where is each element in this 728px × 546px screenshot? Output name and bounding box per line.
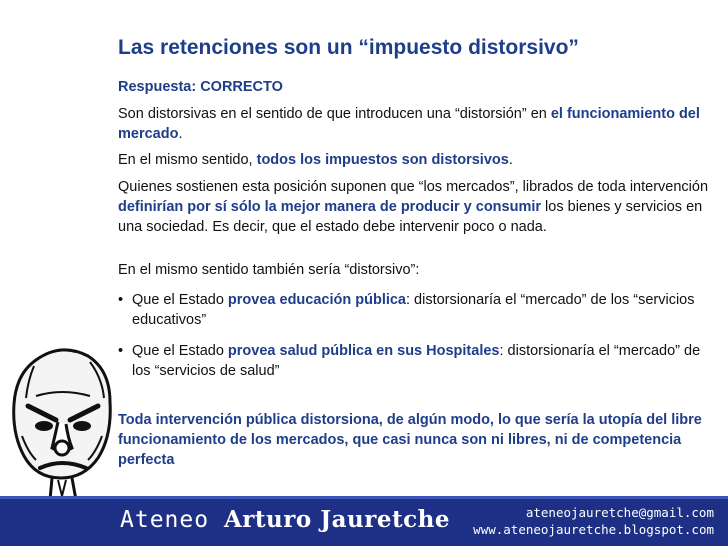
caricature-face-icon bbox=[6, 340, 118, 510]
conclusion-text: Toda intervención pública distorsiona, de algún modo, lo que sería la utopía del libre funcionamiento de los mercados, que casi nunca son ni libres, ni de competencia perfecta bbox=[118, 412, 702, 468]
paragraph-distortion bbox=[118, 104, 718, 144]
paragraph-emphasis: definirían por sí sólo la mejor manera de producir y consumir bbox=[118, 199, 542, 215]
brand-bold: Arturo Jauretche bbox=[223, 506, 450, 533]
paragraph-text: Quienes sostienen esta posición suponen que “los mercados”, librados de toda intervención bbox=[118, 179, 709, 195]
paragraph-emphasis: todos los impuestos son distorsivos bbox=[256, 152, 509, 168]
bullet-marker: • bbox=[118, 292, 124, 308]
footer-brand bbox=[120, 506, 450, 533]
bullet-text: : distorsionaría el “mercado” de los “servicios de salud” bbox=[132, 343, 701, 379]
slide-title: Las retenciones son un “impuesto distorsivo” bbox=[118, 36, 579, 59]
paragraph-text: los bienes y servicios en una sociedad. Es decir, que el estado debe intervenir poco o nada. bbox=[118, 199, 703, 235]
paragraph-text: Son distorsivas en el sentido de que introducen una “distorsión” en bbox=[118, 106, 551, 122]
paragraph-text: . bbox=[178, 126, 183, 142]
paragraph-emphasis: el funcionamiento del mercado bbox=[118, 106, 700, 142]
paragraph-text: En el mismo sentido, bbox=[118, 152, 257, 168]
paragraph-markets bbox=[118, 177, 718, 237]
bullet-health bbox=[118, 341, 722, 381]
bullet-text: Que el Estado bbox=[132, 292, 228, 308]
bullet-emphasis: provea salud pública en sus Hospitales bbox=[227, 343, 500, 359]
bullet-text: : distorsionaría el “mercado” de los “servicios educativos” bbox=[132, 292, 695, 328]
paragraph-also-distorting: En el mismo sentido también sería “distorsivo”: bbox=[118, 262, 420, 278]
bullet-marker: • bbox=[118, 343, 124, 359]
paragraph-text: . bbox=[508, 152, 513, 168]
footer-contact bbox=[473, 504, 714, 538]
bullet-education bbox=[118, 290, 722, 330]
bullet-emphasis: provea educación pública bbox=[227, 292, 406, 308]
brand-light: Ateneo bbox=[120, 507, 210, 533]
contact-website[interactable]: www.ateneojauretche.blogspot.com bbox=[473, 522, 714, 537]
answer-label: Respuesta: CORRECTO bbox=[118, 79, 283, 95]
bullet-text: Que el Estado bbox=[132, 343, 228, 359]
contact-email[interactable]: ateneojauretche@gmail.com bbox=[525, 505, 714, 520]
paragraph-all-taxes bbox=[118, 150, 718, 170]
footer-stripe bbox=[0, 496, 728, 499]
footer-bar bbox=[0, 496, 728, 546]
